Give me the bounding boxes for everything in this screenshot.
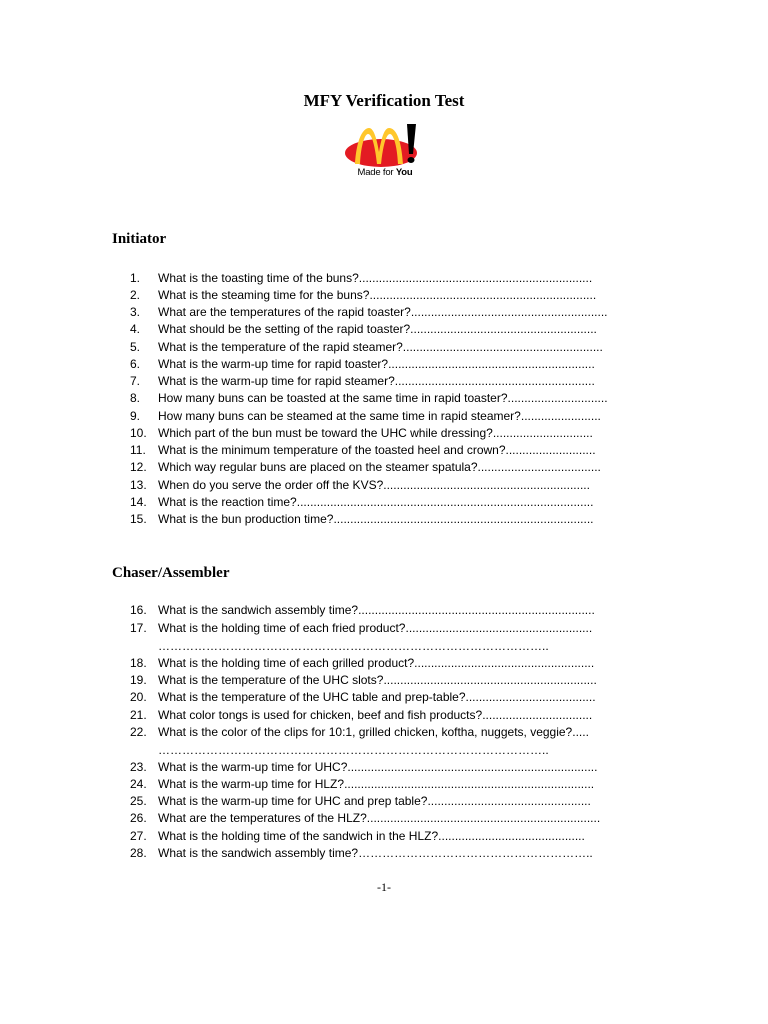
answer-line: ............................................ xyxy=(438,829,585,843)
answer-line: ....................................................................... xyxy=(358,603,595,617)
question-text: How many buns can be toasted at the same time in rapid toaster? xyxy=(158,391,508,405)
question-text: What is the warm-up time for UHC? xyxy=(158,760,348,774)
question-item xyxy=(130,477,654,494)
question-text: What is the warm-up time for HLZ? xyxy=(158,777,345,791)
question-text: What are the temperatures of the HLZ? xyxy=(158,811,367,825)
answer-line: ................................. xyxy=(482,708,593,722)
exclamation-dot-icon xyxy=(408,157,415,163)
question-text: What is the steaming time for the buns? xyxy=(158,288,370,302)
question-item xyxy=(130,845,654,862)
question-number: 11. xyxy=(130,443,146,457)
question-item xyxy=(130,442,654,459)
question-item xyxy=(130,321,654,338)
question-number: 18. xyxy=(130,656,147,670)
answer-line: .............................. xyxy=(492,426,593,440)
question-text: What is the reaction time? xyxy=(158,495,297,509)
question-number: 26. xyxy=(130,811,147,825)
question-item xyxy=(130,759,654,776)
question-number: 1. xyxy=(130,271,141,285)
question-text: What is the warm-up time for rapid toaster? xyxy=(158,357,389,371)
question-text: What is the temperature of the UHC slots? xyxy=(158,673,384,687)
question-item xyxy=(130,707,654,724)
question-number: 8. xyxy=(130,391,141,405)
question-item xyxy=(130,304,654,321)
question-item xyxy=(130,724,654,741)
question-item xyxy=(130,287,654,304)
question-number: 19. xyxy=(130,673,147,687)
answer-line: ..................................... xyxy=(477,460,601,474)
question-text: What is the warm-up time for UHC and prep table? xyxy=(158,794,428,808)
question-text: What is the holding time of each grilled product? xyxy=(158,656,415,670)
answer-line-continuation: …………………………………………………………………………………….. xyxy=(158,639,549,653)
answer-line: .............................................................. xyxy=(383,478,590,492)
question-number: 25. xyxy=(130,794,147,808)
question-number: 5. xyxy=(130,340,141,354)
question-text: What is the minimum temperature of the toasted heel and crown? xyxy=(158,443,506,457)
answer-line: ....................................... xyxy=(465,690,596,704)
question-text: What is the warm-up time for rapid steamer? xyxy=(158,374,395,388)
answer-line: ...................................................... xyxy=(414,656,595,670)
logo-tagline-regular: Made for xyxy=(357,167,396,178)
answer-line: .............................. xyxy=(507,391,608,405)
question-text: What is the toasting time of the buns? xyxy=(158,271,359,285)
question-item xyxy=(130,776,654,793)
question-item xyxy=(130,793,654,810)
answer-line-continuation: …………………………………………………………………………………….. xyxy=(158,743,549,757)
answer-line: ................................................. xyxy=(427,794,591,808)
answer-line: .............................................................................. xyxy=(333,512,594,526)
question-number: 14. xyxy=(130,495,147,509)
answer-line: ...................................................................... xyxy=(358,271,593,285)
question-text: What is the sandwich assembly time? xyxy=(158,846,359,860)
answer-line: ........................................................ xyxy=(410,322,597,336)
answer-line: ..... xyxy=(572,725,589,739)
answer-line: ........................................................ xyxy=(405,621,593,635)
question-item xyxy=(130,356,654,373)
question-text: Which part of the bun must be toward the UHC while dressing? xyxy=(158,426,493,440)
logo-tagline-bold: You xyxy=(395,167,413,178)
question-item xyxy=(130,270,654,287)
question-number: 15. xyxy=(130,512,147,526)
question-text: Which way regular buns are placed on the steamer spatula? xyxy=(158,460,478,474)
answer-line: ........................................................... xyxy=(410,305,608,319)
question-text: What color tongs is used for chicken, beef and fish products? xyxy=(158,708,483,722)
question-number: 9. xyxy=(130,409,141,423)
question-text: When do you serve the order off the KVS? xyxy=(158,478,384,492)
question-number: 23. xyxy=(130,760,147,774)
question-item xyxy=(130,602,654,619)
question-item xyxy=(130,373,654,390)
answer-line: ...................................................................... xyxy=(366,811,601,825)
section-heading-initiator: Initiator xyxy=(112,231,167,247)
question-number: 22. xyxy=(130,725,147,739)
question-number: 6. xyxy=(130,357,141,371)
answer-line: ................................................................ xyxy=(383,673,597,687)
page-number: -1- xyxy=(377,880,391,894)
question-text: What is the holding time of the sandwich in the HLZ? xyxy=(158,829,439,843)
question-text: What is the color of the clips for 10:1, grilled chicken, koftha, nuggets, veggie? xyxy=(158,725,573,739)
question-number: 2. xyxy=(130,288,141,302)
question-text: What is the bun production time? xyxy=(158,512,334,526)
question-item xyxy=(130,689,654,706)
question-number: 20. xyxy=(130,690,147,704)
question-number: 12. xyxy=(130,460,147,474)
question-number: 7. xyxy=(130,374,141,388)
question-number: 21. xyxy=(130,708,147,722)
question-number: 3. xyxy=(130,305,141,319)
question-number: 27. xyxy=(130,829,147,843)
section-heading-chaser-assembler: Chaser/Assembler xyxy=(112,565,230,581)
question-text: How many buns can be steamed at the same time in rapid steamer? xyxy=(158,409,521,423)
question-number: 13. xyxy=(130,478,147,492)
question-item xyxy=(130,494,654,511)
answer-line: ........................ xyxy=(520,409,601,423)
question-number: 4. xyxy=(130,322,141,336)
question-number: 10. xyxy=(130,426,147,440)
answer-line: ........................................................................... xyxy=(344,777,595,791)
question-item xyxy=(130,620,654,637)
question-item xyxy=(130,672,654,689)
answer-line: .............................................................. xyxy=(388,357,595,371)
question-item xyxy=(130,390,654,407)
question-number: 28. xyxy=(130,846,147,860)
question-number: 17. xyxy=(130,621,147,635)
question-item xyxy=(130,655,654,672)
question-item xyxy=(130,810,654,827)
logo-tagline xyxy=(343,167,427,178)
answer-line: ............................................................ xyxy=(394,374,595,388)
question-item xyxy=(130,511,654,528)
question-text: What is the temperature of the UHC table and prep-table? xyxy=(158,690,466,704)
question-item xyxy=(130,459,654,476)
question-text: What is the sandwich assembly time? xyxy=(158,603,359,617)
answer-line: ........................................................................... xyxy=(347,760,598,774)
question-item xyxy=(130,828,654,845)
question-text: What is the temperature of the rapid steamer? xyxy=(158,340,403,354)
page-title: MFY Verification Test xyxy=(303,91,465,110)
question-text: What are the temperatures of the rapid toaster? xyxy=(158,305,411,319)
answer-line: ........................... xyxy=(505,443,596,457)
answer-line: ......................................................................................... xyxy=(296,495,594,509)
question-text: What should be the setting of the rapid toaster? xyxy=(158,322,411,336)
question-item xyxy=(130,339,654,356)
question-text: What is the holding time of each fried product? xyxy=(158,621,406,635)
answer-line: .................................................................... xyxy=(369,288,597,302)
answer-line: ………………………………………………….. xyxy=(358,846,593,860)
question-item xyxy=(130,425,654,442)
question-number: 16. xyxy=(130,603,147,617)
question-item xyxy=(130,408,654,425)
answer-line: ............................................................ xyxy=(402,340,603,354)
question-number: 24. xyxy=(130,777,147,791)
